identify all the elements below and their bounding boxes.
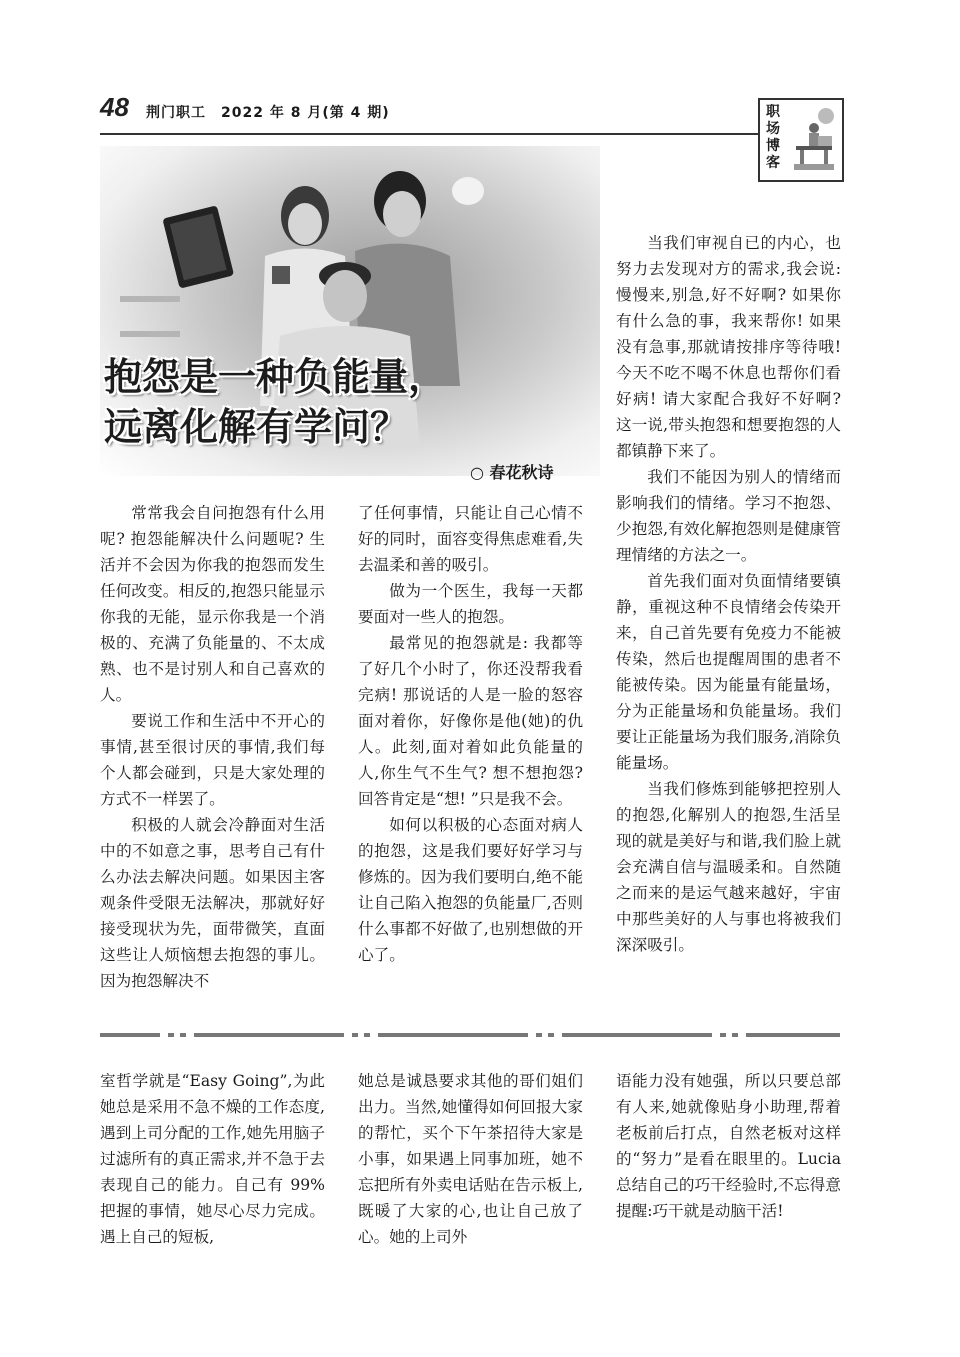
paragraph: 室哲学就是“Easy Going”,为此她总是采用不急不燥的工作态度,遇到上司分配的工作,她先用脑子过滤所有的真正需求,并不急于去表现自己的能力。自己有 99%把握的事情，她尽心尽力完成。遇上自己的短板, — [100, 1072, 325, 1246]
paragraph: 我们不能因为别人的情绪而影响我们的情绪。学习不抱怨、少抱怨,有效化解抱怨则是健康管理情绪的方法之一。 — [616, 468, 841, 564]
column-name: 职场博客 — [766, 104, 780, 171]
paragraph: 了任何事情，只能让自己心情不好的同时，面容变得焦虑难看,失去温柔和善的吸引。 — [358, 504, 583, 574]
paragraph: 她总是诚恳要求其他的哥们姐们出力。当然,她懂得如何回报大家的帮忙，买个下午茶招待大家是小事，如果遇上同事加班，她不忘把所有外卖电话贴在告示板上,既暖了大家的心,也让自己放了心。她的上司外 — [358, 1072, 583, 1246]
paragraph: 最常见的抱怨就是: 我都等了好几个小时了，你还没帮我看完病! 那说话的人是一脸的怒容面对着你，好像你是他(她)的仇人。此刻,面对着如此负能量的人,你生气不生气? 想不想抱怨? 回答肯定是“想! ”只是我不会。 — [358, 634, 583, 808]
paragraph: 当我们修炼到能够把控别人的抱怨,化解别人的抱怨,生活呈现的就是美好与和谐,我们脸上就会充满自信与温暖柔和。自然随之而来的是运气越来越好，宇宙中那些美好的人与事也将被我们深深吸引。 — [616, 780, 841, 954]
paragraph: 语能力没有她强，所以只要总部有人来,她就像贴身小助理,帮着老板前后打点，自然老板对这样的“努力”是看在眼里的。Lucia 总结自己的巧干经验时,不忘得意提醒:巧干就是动脑干活! — [616, 1072, 841, 1220]
article-column-1 — [100, 500, 325, 994]
page-header — [100, 92, 760, 132]
office-worker-illustration-icon — [790, 106, 838, 174]
magazine-issue: 荆门职工 2022 年 8 月(第 4 期) — [146, 105, 390, 121]
lower-column-2 — [358, 1068, 583, 1250]
article-author: ○ 春花秋诗 — [470, 463, 554, 482]
header-rule — [100, 133, 760, 135]
lower-column-1 — [100, 1068, 325, 1250]
paragraph: 积极的人就会冷静面对生活中的不如意之事，思考自己有什么办法去解决问题。如果因主客观条件受限无法解决，那就好好接受现状为先，面带微笑，直面这些让人烦恼想去抱怨的事儿。因为抱怨解决不 — [100, 816, 325, 990]
paragraph: 常常我会自问抱怨有什么用呢? 抱怨能解决什么问题呢? 生活并不会因为你我的抱怨而发生任何改变。相反的,抱怨只能显示你我的无能，显示你我是一个消极的、充满了负能量的、不太成熟、也不是讨别人和自己喜欢的人。 — [100, 504, 325, 704]
article-column-3 — [616, 230, 841, 958]
paragraph: 要说工作和生活中不开心的事情,甚至很讨厌的事情,我们每个人都会碰到，只是大家处理的方式不一样罢了。 — [100, 712, 325, 808]
title-line-2: 远离化解有学问？ — [104, 405, 409, 449]
paragraph: 当我们审视自已的内心，也努力去发现对方的需求,我会说:慢慢来,别急,好不好啊? 如果你有什么急的事，我来帮你! 如果没有急事,那就请按排序等待哦! 今天不吃不喝不休息也帮你们看好病! 请大家配合我好不好啊? 这一说,带头抱怨和想要抱怨的人都镇静下来了。 — [616, 234, 841, 460]
lower-column-3 — [616, 1068, 841, 1224]
article-title — [104, 352, 584, 452]
section-separator — [100, 1032, 840, 1038]
column-badge — [758, 98, 844, 182]
page-number: 48 — [100, 92, 129, 122]
article-column-2 — [358, 500, 583, 968]
title-line-1: 抱怨是一种负能量， — [104, 355, 447, 399]
paragraph: 如何以积极的心态面对病人的抱怨，这是我们要好好学习与修炼的。因为我们要明白,绝不能让自己陷入抱怨的负能量厂,否则什么事都不好做了,也别想做的开心了。 — [358, 816, 583, 964]
paragraph: 做为一个医生，我每一天都要面对一些人的抱怨。 — [358, 582, 583, 626]
paragraph: 首先我们面对负面情绪要镇静，重视这种不良情绪会传染开来，自己首先要有免疫力不能被传染，然后也提醒周围的患者不能被传染。因为能量有能量场，分为正能量场和负能量场。我们要让正能量场为我们服务,消除负能量场。 — [616, 572, 841, 772]
